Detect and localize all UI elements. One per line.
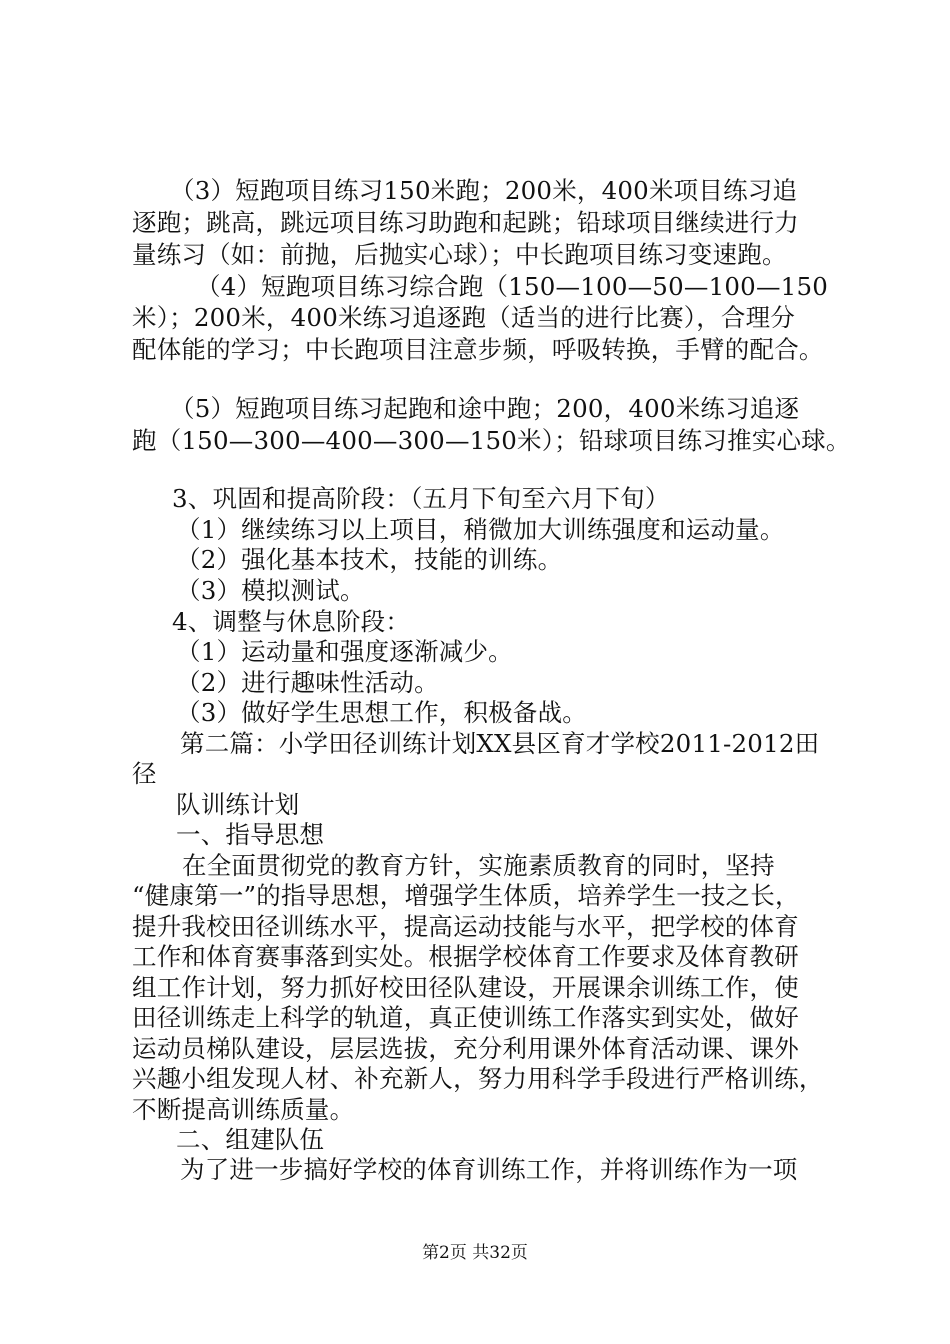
- text-line: 在全面贯彻党的教育方针，实施素质教育的同时，坚持: [182, 851, 775, 880]
- text-line: 提升我校田径训练水平，提高运动技能与水平，把学校的体育: [132, 912, 799, 941]
- text-line: 运动员梯队建设，层层选拔，充分利用课外体育活动课、课外: [132, 1034, 799, 1063]
- text-line: 量练习（如：前抛，后抛实心球）；中长跑项目练习变速跑。: [132, 240, 787, 269]
- text-line: （1）运动量和强度逐渐减少。: [176, 637, 513, 666]
- text-line: （5）短跑项目练习起跑和途中跑；200，400米练习追逐: [170, 394, 800, 423]
- text-line: （3）短跑项目练习150米跑；200米，400米项目练习追: [170, 176, 798, 205]
- text-line: 不断提高训练质量。: [132, 1095, 355, 1124]
- text-line: （3）做好学生思想工作，积极备战。: [176, 698, 587, 727]
- section-heading: 4、调整与休息阶段：: [172, 607, 411, 636]
- text-line: 米）；200米，400米练习追逐跑（适当的进行比赛），合理分: [132, 303, 796, 332]
- text-line: 工作和体育赛事落到实处。根据学校体育工作要求及体育教研: [132, 942, 799, 971]
- text-line: 跑（150—300—400—300—150米）；铅球项目练习推实心球。: [132, 426, 851, 455]
- text-line: 田径训练走上科学的轨道，真正使训练工作落实到实处，做好: [132, 1003, 799, 1032]
- text-line: 兴趣小组发现人材、补充新人，努力用科学手段进行严格训练，: [132, 1064, 824, 1093]
- text-line: 配体能的学习；中长跑项目注意步频，呼吸转换，手臂的配合。: [132, 335, 824, 364]
- text-line: （2）进行趣味性活动。: [176, 668, 439, 697]
- section-heading: 二、组建队伍: [176, 1125, 325, 1154]
- text-line: （4）短跑项目练习综合跑（150—100—50—100—150: [196, 272, 829, 301]
- chapter-title: 径: [132, 759, 157, 788]
- text-line: （2）强化基本技术，技能的训练。: [176, 545, 563, 574]
- text-line: “健康第一”的指导思想，增强学生体质，培养学生一技之长，: [132, 881, 800, 910]
- text-line: （1）继续练习以上项目，稍微加大训练强度和运动量。: [176, 515, 785, 544]
- section-heading: 一、指导思想: [176, 820, 325, 849]
- page-footer: 第2页 共32页: [422, 1243, 528, 1263]
- chapter-title: 第二篇：小学田径训练计划XX县区育才学校2011-2012田: [180, 729, 820, 758]
- text-line: 逐跑；跳高，跳远项目练习助跑和起跳；铅球项目继续进行力: [132, 208, 799, 237]
- text-line: 为了进一步搞好学校的体育训练工作，并将训练作为一项: [180, 1155, 798, 1184]
- text-line: 组工作计划，努力抓好校田径队建设，开展课余训练工作，使: [132, 973, 799, 1002]
- section-heading: 3、巩固和提高阶段：（五月下旬至六月下旬）: [172, 484, 670, 513]
- text-line: （3）模拟测试。: [176, 576, 365, 605]
- chapter-title: 队训练计划: [176, 790, 300, 819]
